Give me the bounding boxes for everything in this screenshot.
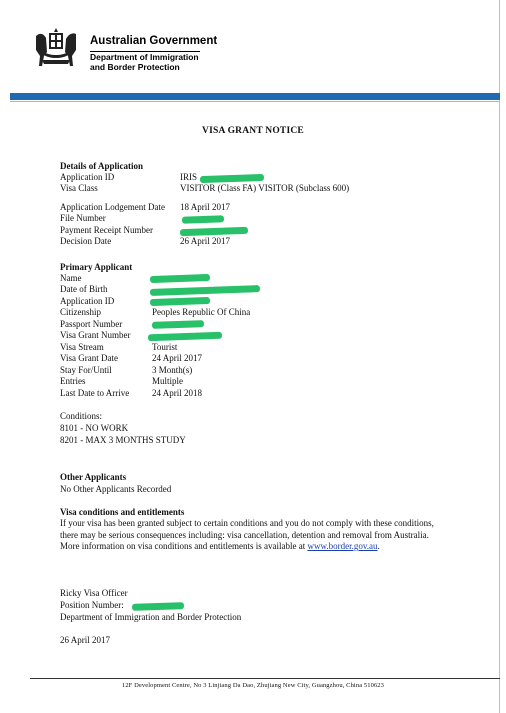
condition-item: 8101 - NO WORK [60,423,129,433]
government-name: Australian Government [90,35,200,52]
redaction-mark [152,320,204,329]
header-bar-underline [10,101,500,102]
entries-label: Entries [60,376,86,386]
name-label: Name [60,273,82,283]
redaction-mark [180,227,248,236]
footer-address: 12F Development Centre, No 3 Linjiang Da Dao, Zhujiang New City, Guangzhou, China 510623 [121,682,384,689]
citizenship-value: Peoples Republic Of China [152,307,251,317]
entitlements-text: If your visa has been granted subject to certain conditions and you do not comply with these conditions, there may be serious consequences including: visa cancellation, detention and removal from Australia. More information on visa conditions and entitlements is available at [60,518,434,551]
dob-label: Date of Birth [60,284,108,294]
other-applicants-text: No Other Applicants Recorded [60,484,172,494]
stream-value: Tourist [152,342,178,352]
signature-date: 26 April 2017 [60,635,111,645]
department-line-1: Department of Immigration [90,52,199,62]
officer-name: Ricky Visa Officer [60,588,128,598]
entitlements-heading: Visa conditions and entitlements [60,507,185,517]
redaction-mark [182,215,224,223]
last-date-value: 24 April 2018 [152,388,203,398]
visa-class-value: VISITOR (Class FA) VISITOR (Subclass 600) [180,183,350,193]
stay-value: 3 Month(s) [152,365,193,375]
conditions-label: Conditions: [60,411,103,421]
border-website-link[interactable]: www.border.gov.au [307,541,378,551]
lodgement-date-value: 18 April 2017 [180,202,231,212]
redaction-mark [150,274,210,283]
decision-date-value: 26 April 2017 [180,236,231,246]
position-number-label: Position Number: [60,600,124,610]
grant-date-value: 24 April 2017 [152,353,203,363]
file-number-label: File Number [60,213,106,223]
last-date-label: Last Date to Arrive [60,388,130,398]
decision-date-label: Decision Date [60,236,112,246]
application-id-label: Application ID [60,172,115,182]
grant-number-label: Visa Grant Number [60,330,131,340]
entitlements-paragraph [60,518,450,553]
payment-receipt-label: Payment Receipt Number [60,225,153,235]
department-name: Department of Immigration and Border Protection [60,612,242,622]
other-applicants-heading: Other Applicants [60,472,127,482]
redaction-mark [150,297,210,306]
redaction-mark [132,602,184,611]
department-line-2: and Border Protection [90,62,180,72]
entries-value: Multiple [152,376,183,386]
grant-date-label: Visa Grant Date [60,353,118,363]
stream-label: Visa Stream [60,342,104,352]
header-bar [10,93,500,100]
coat-of-arms-icon [30,26,82,70]
page-edge [499,0,500,713]
details-heading: Details of Application [60,161,144,171]
citizenship-label: Citizenship [60,307,101,317]
footer-rule [30,678,500,679]
application-id-value: IRIS [180,172,198,182]
condition-item: 8201 - MAX 3 MONTHS STUDY [60,435,186,445]
redaction-mark [148,332,222,342]
letterhead [90,35,218,72]
visa-class-label: Visa Class [60,183,98,193]
redaction-mark [200,174,264,183]
applicant-id-label: Application ID [60,296,115,306]
link-suffix: . [377,541,380,551]
document-title: VISA GRANT NOTICE [202,126,304,136]
stay-label: Stay For/Until [60,365,112,375]
redaction-mark [150,285,260,296]
passport-label: Passport Number [60,319,123,329]
primary-applicant-heading: Primary Applicant [60,262,133,272]
lodgement-date-label: Application Lodgement Date [60,202,165,212]
